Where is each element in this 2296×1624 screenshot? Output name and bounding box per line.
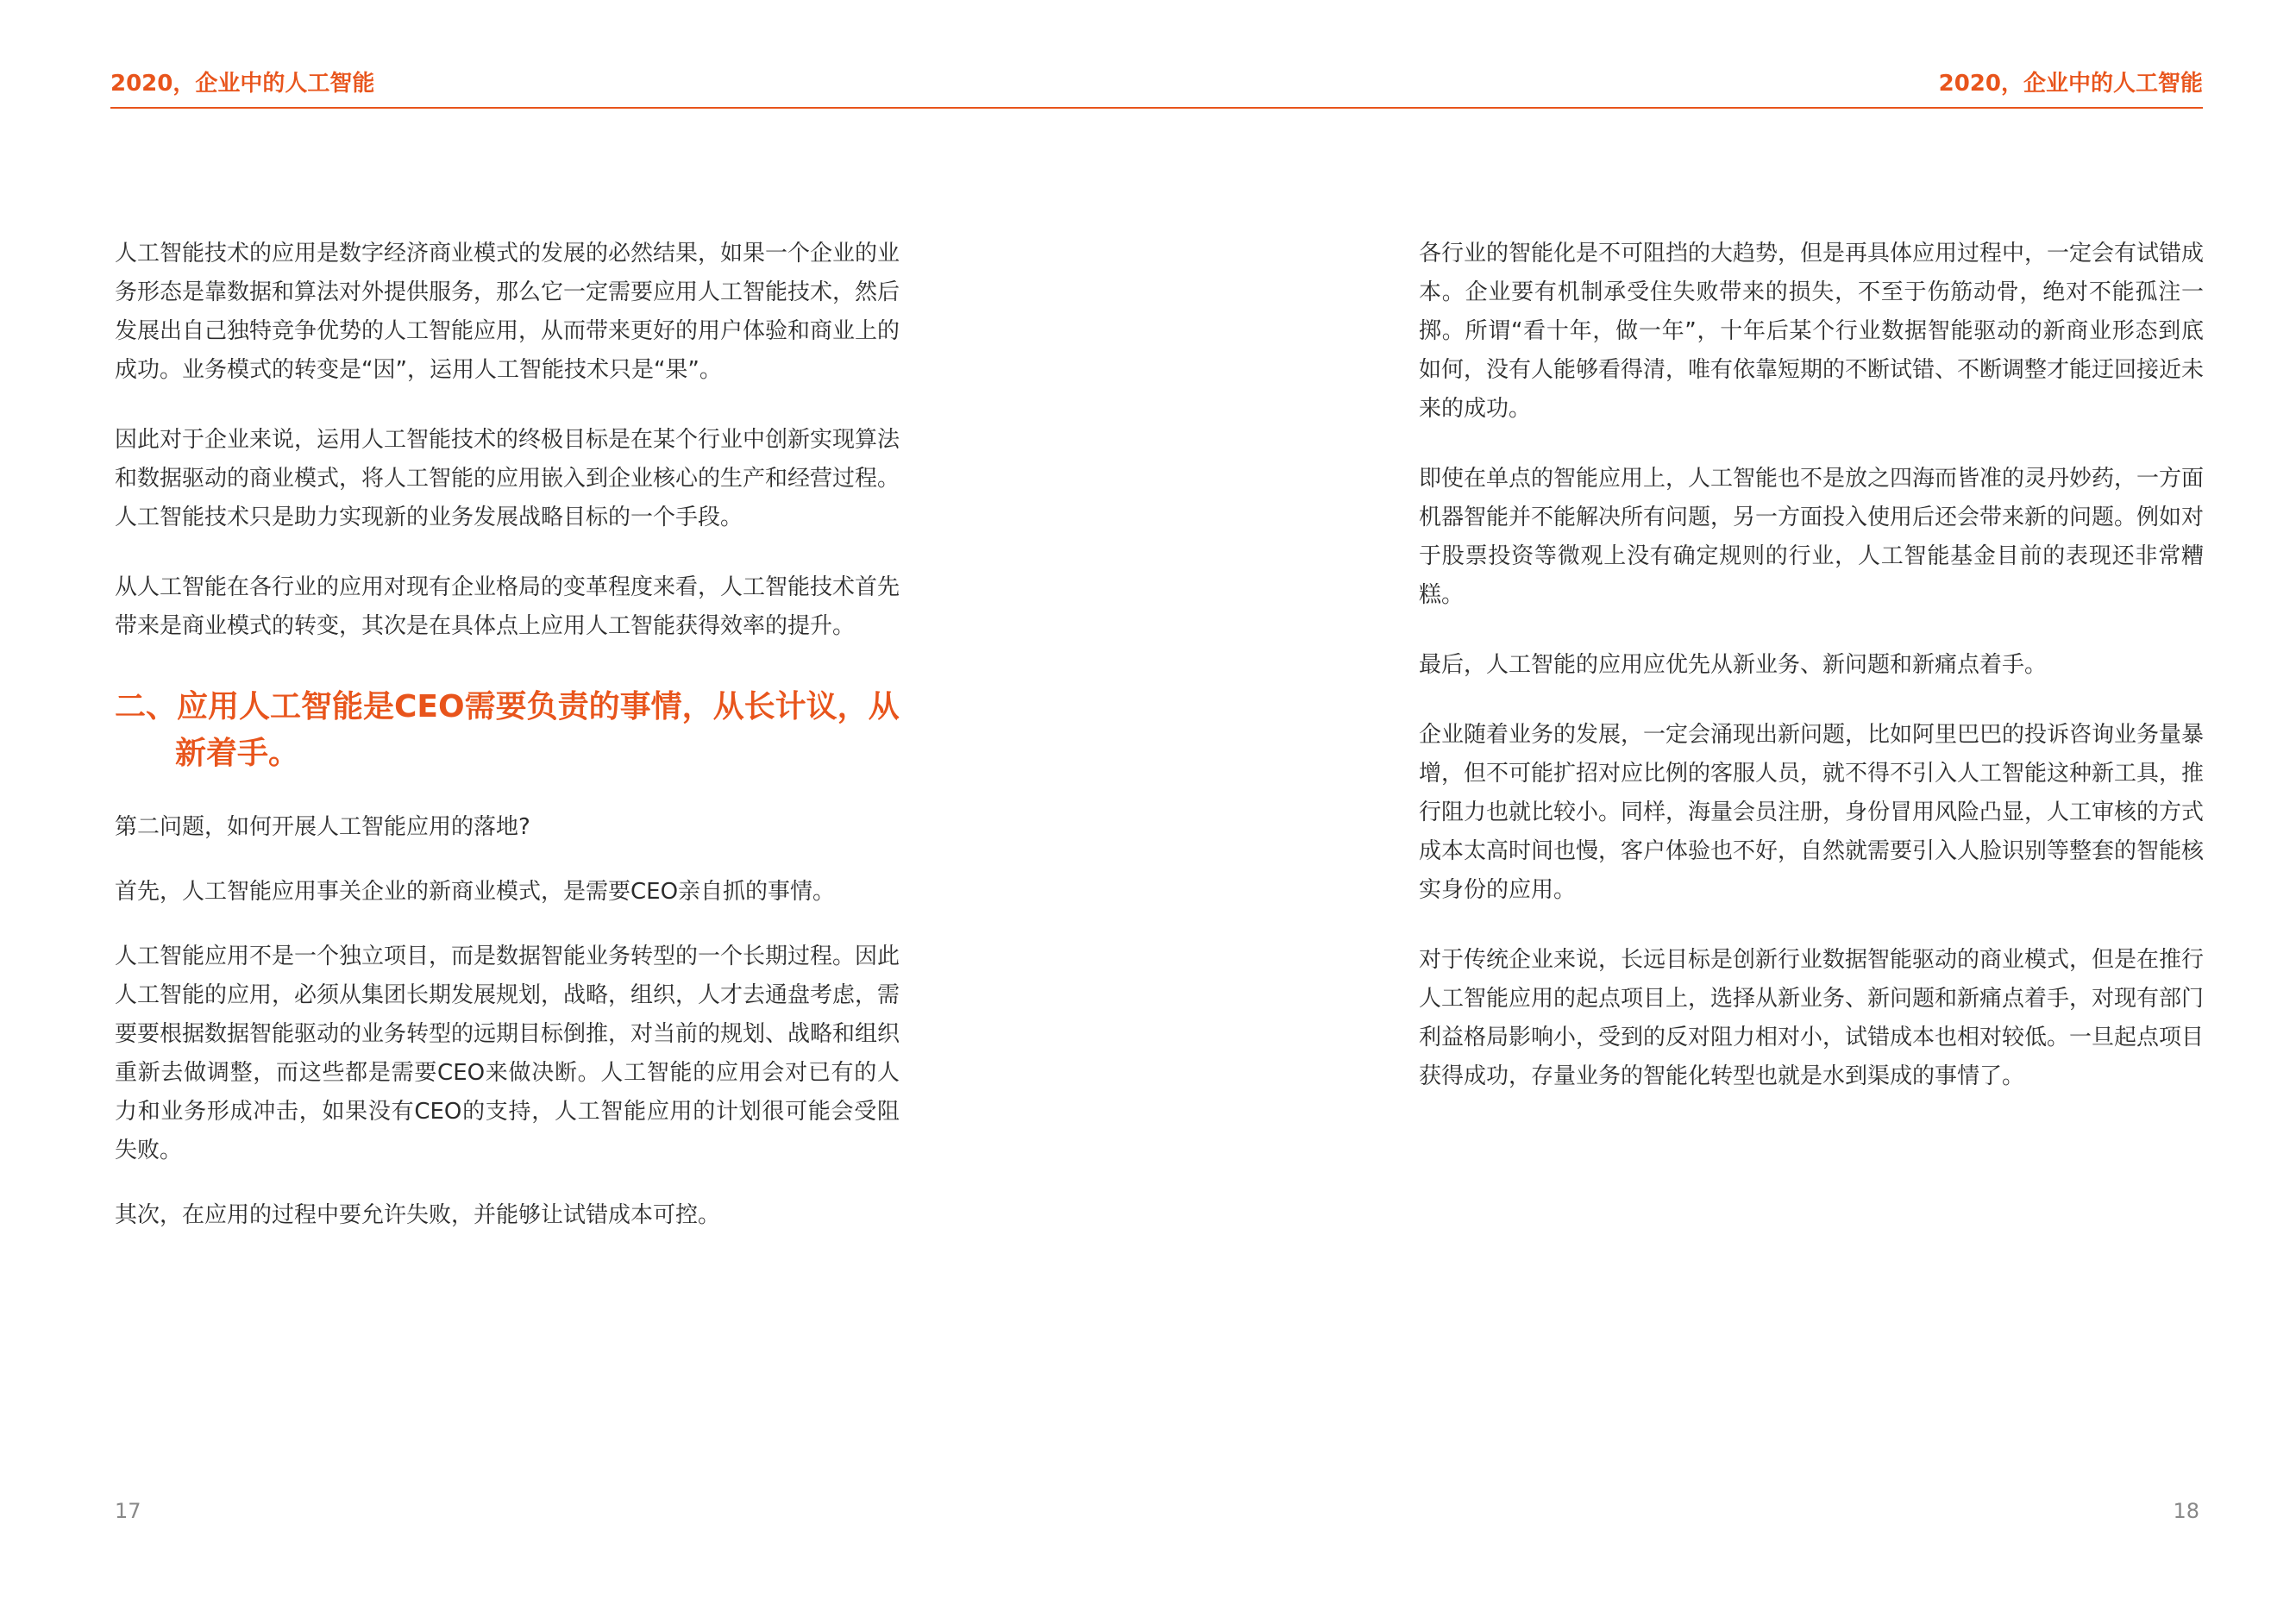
left-paragraph-second: 其次，在应用的过程中要允许失败，并能够让试错成本可控。 <box>115 1202 721 1228</box>
right-paragraph-4: 企业随着业务的发展，一定会涌现出新问题，比如阿里巴巴的投诉咨询业务量暴增，但不可能扩招对应比例的客服人员，就不得不引入人工智能这种新工具，推行阻力也就比较小。同样，海量会员注册，身份冒用风险凸显，人工审核的方式成本太高时间也慢，客户体验也不好，自然就需要引入人脸识别等整套的智能核实身份的应用。 <box>1419 722 2205 903</box>
right-paragraph-3: 最后，人工智能的应用应优先从新业务、新问题和新痛点着手。 <box>1419 652 2048 678</box>
right-page-body <box>1419 235 2204 1127</box>
left-paragraph-first: 首先，人工智能应用事关企业的新商业模式，是需要CEO亲自抓的事情。 <box>115 879 836 905</box>
page-number-left: 17 <box>115 1499 141 1523</box>
left-paragraph-1: 人工智能技术的应用是数字经济商业模式的发展的必然结果，如果一个企业的业务形态是靠数据和算法对外提供服务，那么它一定需要应用人工智能技术，然后发展出自己独特竞争优势的人工智能应用，从而带来更好的用户体验和商业上的成功。业务模式的转变是“因”，运用人工智能技术只是“果”。 <box>115 241 900 383</box>
left-paragraph-3: 从人工智能在各行业的应用对现有企业格局的变革程度来看，人工智能技术首先带来是商业模式的转变，其次是在具体点上应用人工智能获得效率的提升。 <box>115 574 900 639</box>
header-divider-line <box>110 107 2203 109</box>
right-paragraph-2: 即使在单点的智能应用上，人工智能也不是放之四海而皆准的灵丹妙药，一方面机器智能并不能解决所有问题，另一方面投入使用后还会带来新的问题。例如对于股票投资等微观上没有确定规则的行业，人工智能基金目前的表现还非常糟糕。 <box>1419 466 2205 608</box>
running-header-left: 2020，企业中的人工智能 <box>110 71 375 97</box>
left-paragraph-question: 第二问题，如何开展人工智能应用的落地? <box>115 814 530 840</box>
running-header-right: 2020，企业中的人工智能 <box>1938 71 2203 97</box>
section-heading: 二、应用人工智能是CEO需要负责的事情，从长计议，从新着手。 <box>115 689 900 771</box>
right-paragraph-1: 各行业的智能化是不可阻挡的大趋势，但是再具体应用过程中，一定会有试错成本。企业要有机制承受住失败带来的损失，不至于伤筋动骨，绝对不能孤注一掷。所谓“看十年，做一年”，十年后某个行业数据智能驱动的新商业形态到底如何，没有人能够看得清，唯有依靠短期的不断试错、不断调整才能迂回接近未来的成功。 <box>1419 241 2205 422</box>
right-paragraph-5: 对于传统企业来说，长远目标是创新行业数据智能驱动的商业模式，但是在推行人工智能应用的起点项目上，选择从新业务、新问题和新痛点着手，对现有部门利益格局影响小，受到的反对阻力相对小，试错成本也相对较低。一旦起点项目获得成功，存量业务的智能化转型也就是水到渠成的事情了。 <box>1419 947 2205 1089</box>
left-paragraph-2: 因此对于企业来说，运用人工智能技术的终极目标是在某个行业中创新实现算法和数据驱动的商业模式，将人工智能的应用嵌入到企业核心的生产和经营过程。人工智能技术只是助力实现新的业务发展战略目标的一个手段。 <box>115 427 900 530</box>
page-number-right: 18 <box>2173 1499 2199 1523</box>
left-paragraph-long-process: 人工智能应用不是一个独立项目，而是数据智能业务转型的一个长期过程。因此人工智能的应用，必须从集团长期发展规划，战略，组织，人才去通盘考虑，需要要根据数据智能驱动的业务转型的远期目标倒推，对当前的规划、战略和组织重新去做调整，而这些都是需要CEO来做决断。人工智能的应用会对已有的人力和业务形成冲击，如果没有CEO的支持，人工智能应用的计划很可能会受阻失败。 <box>115 944 900 1163</box>
left-page-body <box>115 235 900 1261</box>
